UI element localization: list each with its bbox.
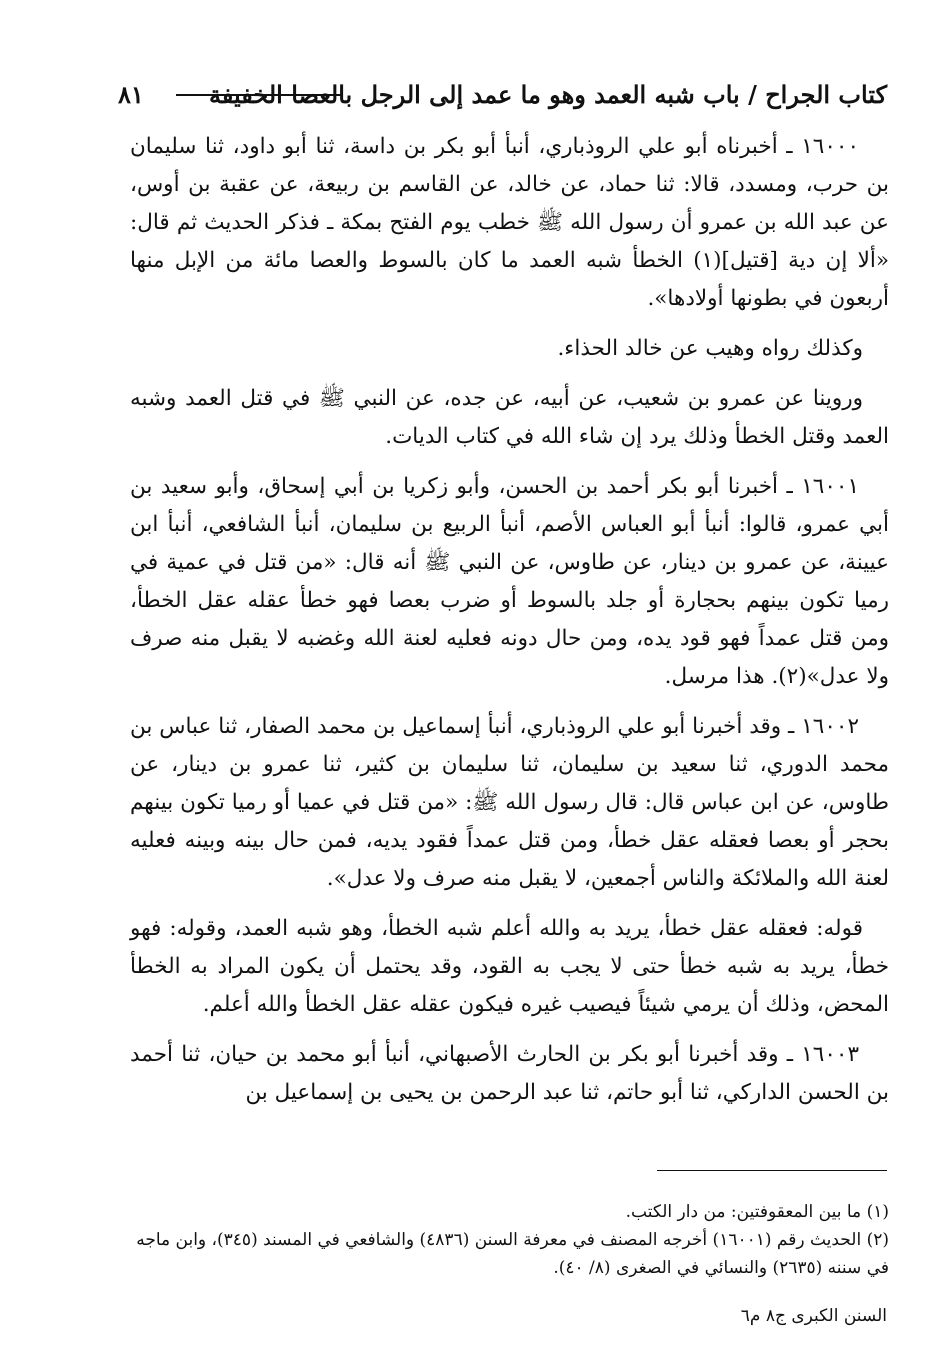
paragraph-wuhayb: وكذلك رواه وهيب عن خالد الحذاء. [557, 336, 863, 361]
hadith-16002: ١٦٠٠٢ ـ وقد أخبرنا أبو علي الروذباري، أنبأ إسماعيل بن محمد الصفار، ثنا عباس بن محمد الدوري، ثنا سعيد بن سليمان، ثنا سليمان بن كثير، ثنا عمرو بن دينار، عن طاوس، عن ابن عباس قال: قال رسول الله ﷺ: «من قتل في عميا أو رميا تكون بينهم بحجر أو بعصا فعقله عقل خطأ، ومن قتل عمداً فقود يديه، فمن حال بينه وبينه فعليه لعنة الله والملائكة والناس أجمعين، لا يقبل منه صرف ولا عدل». [130, 714, 889, 891]
footnote-separator [657, 1170, 887, 1171]
footnote-1: (١) ما بين المعقوفتين: من دار الكتب. [625, 1202, 889, 1222]
footnotes [128, 1198, 889, 1282]
main-text [130, 128, 889, 1124]
running-header [118, 80, 887, 116]
chapter-title: كتاب الجراح / باب شبه العمد وهو ما عمد إلى الرجل بالعصا الخفيفة [208, 80, 887, 109]
hadith-16003: ١٦٠٠٣ ـ وقد أخبرنا أبو بكر بن الحارث الأصبهاني، أنبأ أبو محمد بن حيان، ثنا أحمد بن الحسن الداركي، ثنا أبو حاتم، ثنا عبد الرحمن بن يحيى بن إسماعيل بن [130, 1042, 889, 1105]
commentary-paragraph: قوله: فعقله عقل خطأ، يريد به والله أعلم شبه الخطأ، وهو شبه العمد، وقوله: فهو خطأ، يريد به شبه خطأ حتى لا يجب به القود، وقد يحتمل أن يكون المراد به الخطأ المحض، وذلك أن يرمي شيئاً فيصيب غيره فيكون عقله عقل الخطأ والله أعلم. [130, 916, 889, 1017]
hadith-16001: ١٦٠٠١ ـ أخبرنا أبو بكر أحمد بن الحسن، وأبو زكريا بن أبي إسحاق، وأبو سعيد بن أبي عمرو، قالوا: أنبأ أبو العباس الأصم، أنبأ الربيع بن سليمان، أنبأ الشافعي، أنبأ ابن عيينة، عن عمرو بن دينار، عن طاوس، عن النبي ﷺ أنه قال: «من قتل في عمية في رميا تكون بينهم بحجارة أو جلد بالسوط أو ضرب بعصا فهو خطأ عقله عقل الخطأ، ومن قتل عمداً فهو قود يده، ومن حال دونه فعليه لعنة الله وغضبه لا يقبل منه صرف ولا عدل»(٢). هذا مرسل. [130, 474, 889, 689]
volume-signature: السنن الكبرى ج٨ م٦ [740, 1306, 887, 1326]
footnote-2: (٢) الحديث رقم (١٦٠٠١) أخرجه المصنف في معرفة السنن (٤٨٣٦) والشافعي في المسند (٣٤٥)، وابن ماجه في سننه (٢٦٣٥) والنسائي في الصغرى (٨/ ٤٠). [136, 1230, 889, 1278]
page-number: ٨١ [118, 80, 144, 109]
paragraph-amr-shuayb: وروينا عن عمرو بن شعيب، عن أبيه، عن جده، عن النبي ﷺ في قتل العمد وشبه العمد وقتل الخطأ وذلك يرد إن شاء الله في كتاب الديات. [130, 386, 889, 449]
header-rule [176, 94, 342, 96]
hadith-16000: ١٦٠٠٠ ـ أخبرناه أبو علي الروذباري، أنبأ أبو بكر بن داسة، ثنا أبو داود، ثنا سليمان بن حرب، ومسدد، قالا: ثنا حماد، عن خالد، عن القاسم بن ربيعة، عن عقبة بن أوس، عن عبد الله بن عمرو أن رسول الله ﷺ خطب يوم الفتح بمكة ـ فذكر الحديث ثم قال: «ألا إن دية [قتيل](١) الخطأ شبه العمد ما كان بالسوط والعصا مائة من الإبل منها أربعون في بطونها أولادها». [130, 134, 890, 311]
